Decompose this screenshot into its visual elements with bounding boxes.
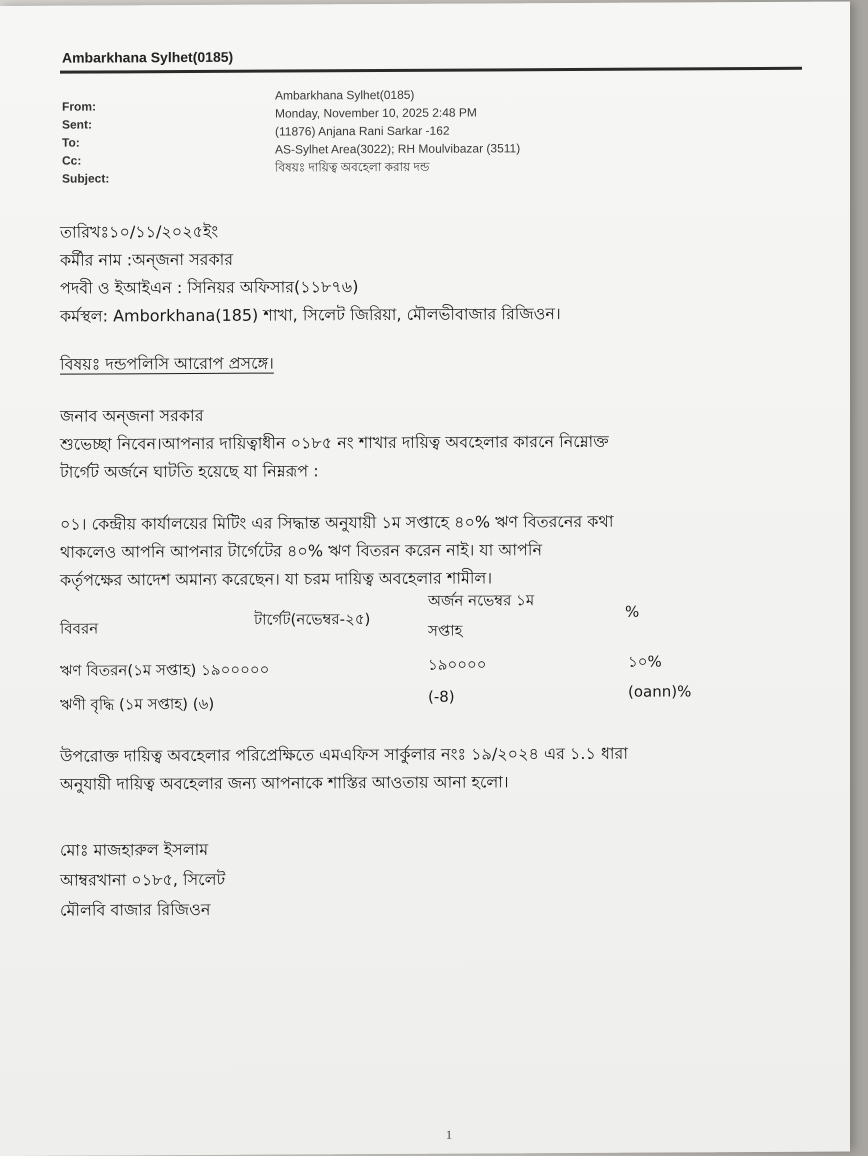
table-header-achievement: অর্জন নভেম্বর ১ম: [428, 591, 535, 610]
table-row-1-percent: ১০%: [628, 652, 662, 671]
point-1-line-2: থাকলেও আপনি আপনার টার্গেটের ৪০% ঋণ বিতরন করেন নাই। যা আপনি: [60, 540, 543, 562]
salutation: জনাব অন্জনা সরকার: [60, 405, 204, 426]
table-row-2-description-target: ঋণী বৃদ্ধি (১ম সপ্তাহ) (৬): [60, 694, 215, 714]
paragraph-2-line-1: উপরোক্ত দায়িত্ব অবহেলার পরিপ্রেক্ষিতে এমএফিস সার্কুলার নংঃ ১৯/২০২৪ এর ১.১ ধারা: [60, 743, 628, 766]
signatory-branch: আম্বরখানা ০১৮৫, সিলেট: [60, 869, 226, 890]
cc-value: AS-Sylhet Area(3022); RH Moulvibazar (3511): [275, 141, 521, 157]
table-header-achievement-week: সপ্তাহ: [428, 621, 463, 640]
email-header-labels: [62, 97, 109, 187]
letter-subject: বিষয়ঃ দন্ডপলিসি আরোপ প্রসঙ্গে।: [60, 353, 274, 374]
from-value: Ambarkhana Sylhet(0185): [275, 87, 415, 103]
table-row-2-percent: (oann)%: [628, 682, 692, 701]
sent-label: Sent:: [62, 117, 92, 132]
table-header-description: বিবরন: [60, 619, 99, 638]
to-value: (11876) Anjana Rani Sarkar -162: [275, 123, 450, 139]
table-header-percent: %: [625, 602, 640, 621]
to-label: To:: [62, 135, 80, 150]
employee-workplace: কর্মস্থল: Amborkhana(185) শাখা, সিলেট জিরিয়া, মৌলভীবাজার রিজিওন।: [60, 304, 561, 326]
table-row-2-achievement: (-8): [428, 687, 455, 706]
signatory-name: মোঃ মাজহারুল ইসলাম: [60, 839, 209, 860]
table-row-1-achievement: ১৯০০০০: [428, 655, 487, 674]
paragraph-2-line-2: অনুযায়ী দায়িত্ব অবহেলার জন্য আপনাকে শাস্তির আওতায় আনা হলো।: [60, 772, 509, 794]
email-header-values: [275, 85, 520, 176]
table-header-target: টার্গেট(নভেম্বর-২৫): [254, 610, 371, 629]
subject-label: Subject:: [62, 171, 110, 186]
point-1-line-1: ০১। কেন্দ্রীয় কার্যালয়ের মিটিং এর সিদ্ধান্ত অনুযায়ী ১ম সপ্তাহে ৪০% ঋণ বিতরনের কথা: [60, 511, 614, 534]
table-row-1-description-target: ঋণ বিতরন(১ম সপ্তাহ) ১৯০০০০০: [60, 660, 270, 680]
signatory-region: মৌলবি বাজার রিজিওন: [60, 899, 211, 920]
page-number: 1: [446, 1127, 452, 1142]
paragraph-1-line-2: টার্গেট অর্জনে ঘাটতি হয়েছে যা নিম্নরূপ :: [60, 461, 319, 482]
employee-name: কর্মীর নাম :অন্জনা সরকার: [60, 249, 234, 270]
email-sender-title: Ambarkhana Sylhet(0185): [62, 48, 234, 66]
employee-designation: পদবী ও ইআইএন : সিনিয়র অফিসার(১১৮৭৬): [60, 277, 359, 298]
printed-letter-page: [0, 2, 850, 1156]
subject-value: বিষয়ঃ দায়িত্ব অবহেলা করায় দন্ড: [275, 159, 430, 175]
header-divider: [60, 67, 802, 74]
from-label: From:: [62, 99, 96, 114]
paragraph-1-line-1: শুভেচ্ছা নিবেন।আপনার দায়িত্বাধীন ০১৮৫ নং শাখার দায়িত্ব অবহেলার কারনে নিম্নোক্ত: [60, 431, 609, 454]
sent-value: Monday, November 10, 2025 2:48 PM: [275, 105, 477, 121]
point-1-line-3: কর্তৃপক্ষের আদেশ অমান্য করেছেন। যা চরম দায়িত্ব অবহেলার শামীল।: [60, 568, 493, 590]
letter-date: তারিখঃ১০/১১/২০২৫ইং: [60, 221, 219, 242]
cc-label: Cc:: [62, 153, 82, 168]
